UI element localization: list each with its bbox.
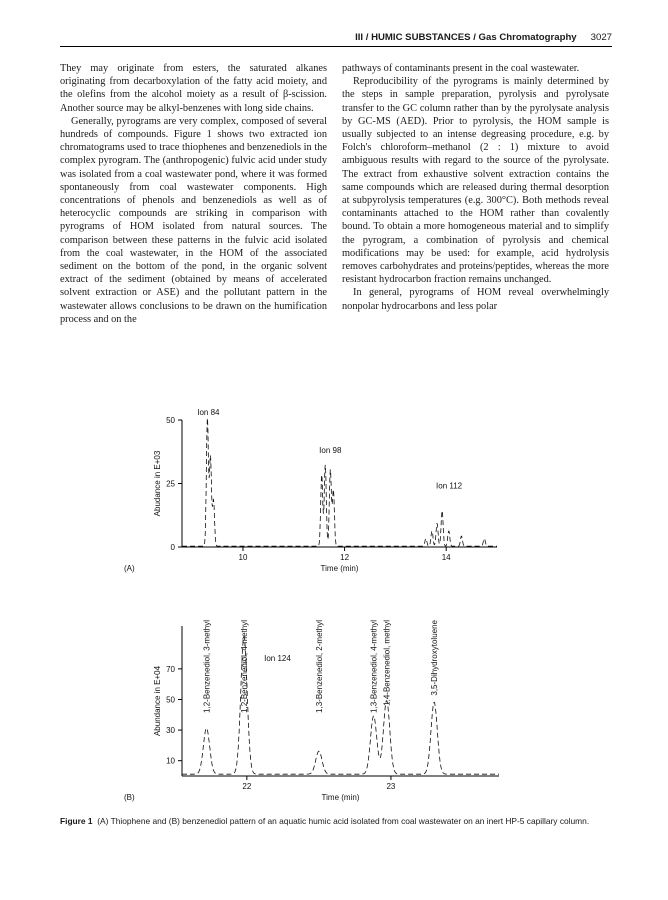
y-tick-label: 0	[170, 543, 175, 552]
peak-label: 1,2-Benzenediol, 4-methyl	[239, 620, 249, 713]
paragraph: Reproducibility of the pyrograms is mainly determined by the steps in sample preparation, pyrolysis and pyrolysate transfer to the GC column rather than by the pyrolysate analysis by GC-MS (AED). Prior to pyrolysis, the HOM sample is usually subjected to an intense degreasing procedure, e.g. by Folch's chloroform–methanol (2 : 1) mixture to avoid ambiguous results with regard to the source of the pyrolysate. The extract from exhaustive solvent extraction contains the same compounds which are released during thermal desorption at subpyrolysis temperatures (e.g. 300°C). Both methods reveal contaminants attached to the HOM rather than covalently bound. To obtain a more homogeneous material and to simplify the pyrogram, a combination of pyrolysis and chemical modifications may be used: for example, acid hydrolysis removes carbohydrates and proteins/peptides, whereas the more resistant hydrocarbon fraction remains unchanged.	[342, 76, 609, 286]
chromatogram-trace	[182, 637, 499, 775]
ion-annotation: Ion 98	[319, 446, 342, 456]
peak-label: 1,3-Benzenediol, 4-methyl	[369, 620, 379, 713]
x-tick-label: 12	[340, 553, 350, 562]
ion-annotation: Ion 112	[436, 481, 463, 491]
ion-annotation: Ion 124	[264, 654, 291, 664]
paragraph: In general, pyrograms of HOM reveal overwhelmingly nonpolar hydrocarbons and less polar	[342, 287, 609, 312]
x-tick-label: 10	[238, 553, 248, 562]
caption-label: Figure 1	[60, 816, 93, 826]
y-tick-label: 50	[166, 416, 175, 425]
chart-a	[0, 400, 668, 590]
left-text-column	[60, 62, 327, 326]
panel-label: (A)	[124, 564, 135, 573]
chart-b	[0, 596, 668, 806]
y-tick-label: 25	[166, 479, 175, 489]
page-number: 3027	[590, 32, 612, 43]
figure-caption	[60, 816, 620, 828]
paragraph: pathways of contaminants present in the coal wastewater.	[342, 63, 580, 74]
panel-label: (B)	[124, 793, 135, 802]
y-tick-label: 70	[166, 664, 175, 674]
y-tick-label: 30	[166, 726, 175, 736]
x-tick-label: 14	[441, 553, 451, 562]
x-tick-label: 22	[242, 782, 252, 791]
header-section: III / HUMIC SUBSTANCES / Gas Chromatography	[355, 32, 577, 43]
header-rule	[60, 46, 612, 47]
figure-1	[0, 400, 668, 820]
peak-label: 1,3-Benzenediol, 2-methyl	[314, 620, 324, 713]
paragraph: They may originate from esters, the saturated alkanes originating from decarboxylation of the fatty acid moiety, and the olefins from the alcohol moiety as a result of β-scission. Another source may be alkyl-benzenes with long side chains.	[60, 63, 327, 114]
y-tick-label: 50	[166, 695, 175, 705]
x-axis-label: Time (min)	[321, 793, 360, 802]
x-tick-label: 23	[386, 782, 396, 791]
ion-annotation: Ion 84	[197, 407, 220, 417]
y-axis-label: Abudance in E+03	[153, 450, 162, 517]
paragraph: Generally, pyrograms are very complex, composed of several hundreds of compounds. Figure 1 shows two extracted ion chromatograms used to trace thiophenes and benzenediols in the complex pyrogram. The (anthropogenic) fulvic acid under study was isolated from a coal wastewater pond, where it was formed spontaneously from coal wastewater components. High concentrations of phenols and benzenediols as well as of heterocyclic compounds are striking in comparison with pyrograms of HOM isolated from natural sources. The comparison between these patterns in the fulvic acid isolated from the coal wastewater, in the HOM of the associated sediment on the bottom of the pond, in the organic solvent extract of the sediment (obtained by means of accelerated solvent extraction or ASE) and the pollutant pattern in the wastewater allows conclusions to be drawn on the humification process and on the	[60, 115, 327, 325]
y-tick-label: 10	[166, 756, 175, 766]
running-header	[0, 32, 612, 43]
peak-label: 3,5-Dihydroxytoluene	[430, 620, 440, 696]
y-axis-label: Abundance in E+04	[153, 665, 162, 737]
x-axis-label: Time (min)	[320, 564, 359, 573]
peak-label: 1,4-Benzenediol, methyl	[382, 620, 392, 706]
right-text-column	[342, 62, 609, 313]
peak-label: 1,2-Benzenediol, 3-methyl	[202, 620, 212, 713]
caption-text: (A) Thiophene and (B) benzenediol pattern of an aquatic humic acid isolated from coal wastewater on an inert HP-5 capillary column.	[97, 816, 590, 826]
